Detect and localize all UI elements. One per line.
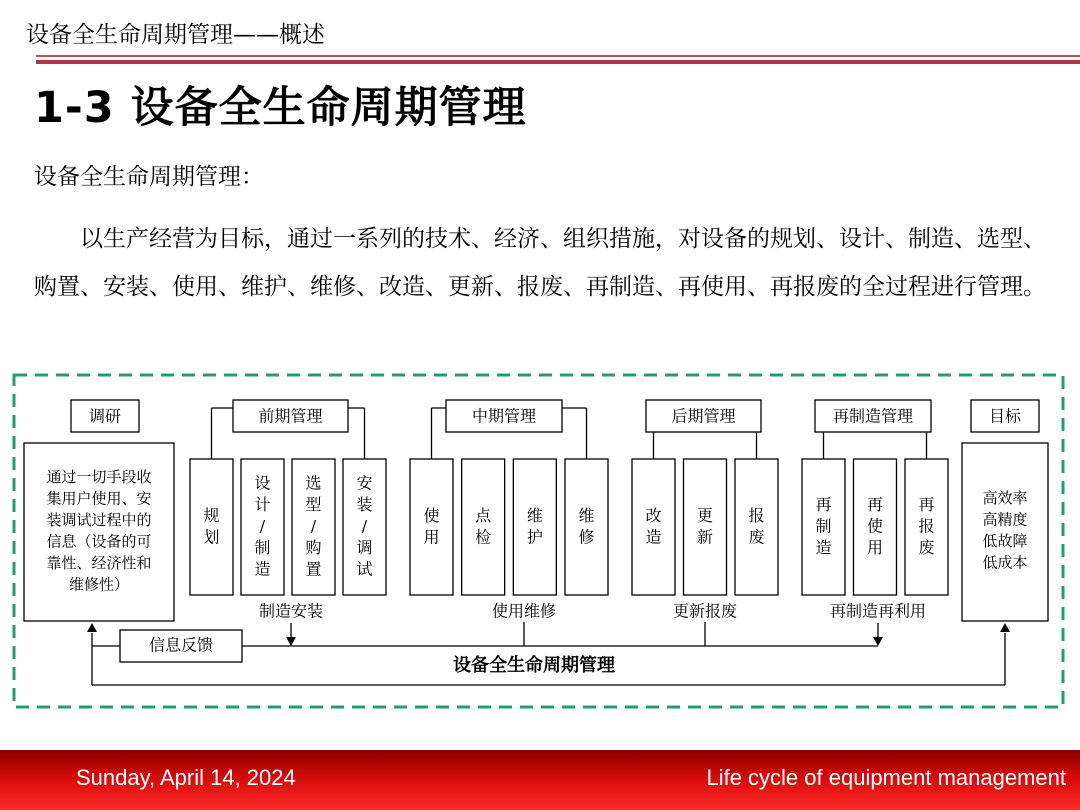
research-text-line: 维修性） [68,575,130,594]
phase-item-char: 检 [475,527,492,547]
phase-item-char: 设 [254,473,271,493]
lifecycle-diagram [0,360,1080,720]
phase-item-char: 报 [748,505,765,525]
phase-item-char: 造 [815,538,832,557]
footer-date: Sunday, April 14, 2024 [76,765,296,790]
goal-text-line: 低成本 [982,553,1028,572]
phase-item-char: 安 [356,473,373,493]
phase-item-char: 点 [475,505,492,525]
caption-arrow [873,637,883,646]
phase-item-char: 装 [356,495,373,514]
phase-item-char: 报 [918,516,935,536]
phase-item-char: 改 [645,505,662,525]
phase-item-char: 制 [254,538,271,557]
group-label: 后期管理 [671,406,736,426]
research-text-line: 集用户使用、安 [46,489,152,508]
goal-text-line: 高精度 [982,510,1028,529]
phase-item-char: 划 [203,527,220,547]
header-rule-thick [36,60,1080,64]
arrow-to-research [87,623,97,632]
research-text-line: 通过一切手段收 [46,468,152,486]
phase-item-char: 选 [305,473,322,493]
phase-item-char: 维 [526,505,543,525]
definition-text: 以生产经营为目标，通过一系列的技术、经济、组织措施，对设备的规划、设计、制造、选型、购置、安装、使用、维护、维修、改造、更新、报废、再制造、再使用、再报废的全过程进行管理。 [34,226,1046,300]
group-label: 中期管理 [471,406,537,426]
arrow-to-goal [1000,623,1010,632]
phase-item-char: / [310,516,317,536]
phase-item-char: 再 [866,495,884,514]
research-text-line: 装调试过程中的 [46,511,152,529]
lifecycle-label: 设备全生命周期管理 [453,655,615,676]
group-caption: 使用维修 [491,601,557,621]
phase-item-char: 调 [356,538,373,557]
definition-paragraph [34,215,1054,311]
phase-item-char: 计 [254,495,271,514]
header-rule-thin [36,55,1080,57]
phase-item-char: 购 [305,538,322,557]
research-text-line: 信息（设备的可 [46,532,152,551]
phase-item-char: 型 [305,495,322,514]
phase-item-char: 护 [526,527,543,547]
group-caption: 制造安装 [258,601,324,621]
goal-label: 目标 [988,406,1022,426]
phase-item-char: 用 [866,538,884,557]
phase-item-char: 使 [866,516,884,536]
phase-item-char: 新 [696,527,714,547]
page-title: 1-3 设备全生命周期管理 [34,83,527,133]
group-label: 再制造管理 [832,406,914,426]
phase-item-char: 使 [423,505,440,525]
group-label: 前期管理 [258,406,323,426]
phase-item-char: 造 [254,559,271,579]
phase-item-char: 维 [578,505,595,525]
phase-item-char: 再 [918,495,935,514]
phase-item-char: 造 [645,527,662,547]
phase-item-char: 试 [356,559,373,579]
feedback-label: 信息反馈 [148,635,214,655]
caption-arrow [286,637,296,646]
subtitle: 设备全生命周期管理： [34,164,264,190]
group-caption: 更新报废 [672,601,738,621]
phase-item-char: 废 [918,538,935,557]
footer-topic: Life cycle of equipment management [706,765,1066,790]
group-caption: 再制造再利用 [829,601,927,621]
phase-item-char: / [259,516,266,536]
phase-item-char: 修 [578,527,595,547]
phase-item-char: 更 [696,505,714,525]
phase-item-char: / [361,516,368,536]
research-text-line: 靠性、经济性和 [46,554,152,572]
phase-item-char: 制 [815,516,832,536]
goal-text-line: 高效率 [982,489,1028,507]
phase-item-char: 废 [748,527,765,547]
phase-item-char: 用 [423,527,440,547]
research-label: 调研 [88,406,122,426]
phase-item-char: 规 [203,505,220,525]
goal-text-line: 低故障 [982,532,1028,550]
phase-item-char: 置 [305,559,322,579]
breadcrumb: 设备全生命周期管理——概述 [26,22,325,48]
phase-item-char: 再 [815,495,832,514]
